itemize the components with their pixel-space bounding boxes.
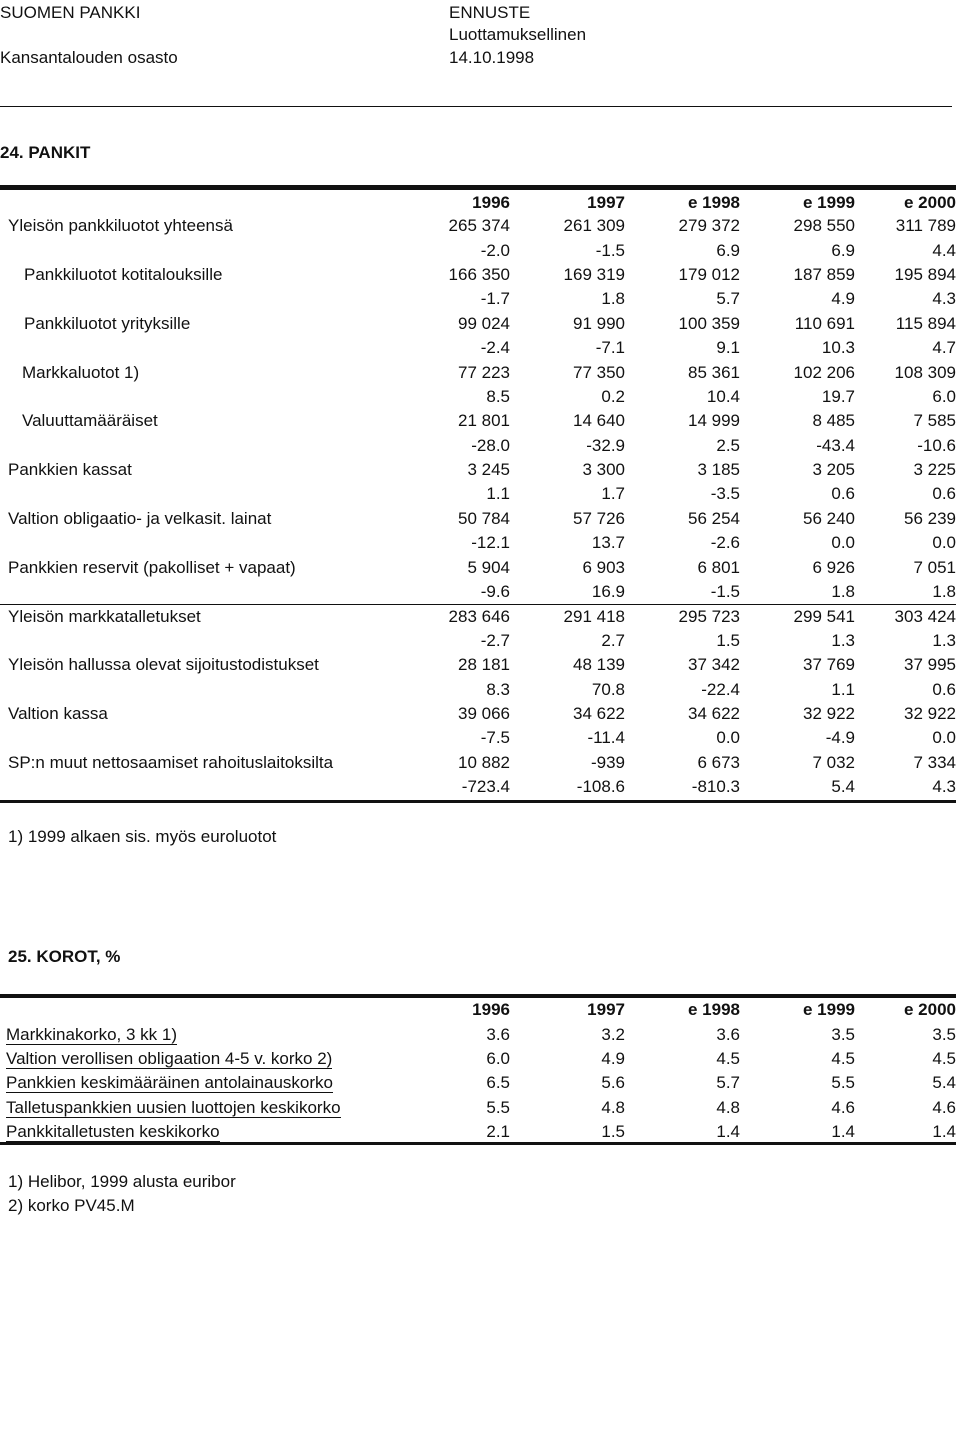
change-cell: 6.0 [932,386,956,406]
change-row [0,629,956,653]
value-cell: 57 726 [573,508,625,528]
change-row [0,482,956,506]
banks-table [0,192,956,799]
empty-label-cell [0,629,408,653]
value-cell: 1.4 [716,1122,740,1142]
empty-label-cell [0,677,408,701]
empty-label-cell [0,580,408,604]
row-label: Valtion obligaatio- ja velkasit. lainat [8,508,272,528]
change-cell: 10.3 [821,338,855,358]
value-cell: 3 185 [697,460,740,480]
change-cell: -1.5 [710,581,740,601]
value-cell: 6 673 [697,752,740,772]
value-cell: 5.4 [932,1073,956,1093]
change-cell: -11.4 [587,728,625,748]
value-cell: 1.4 [831,1122,855,1142]
value-cell: 5.7 [716,1073,740,1093]
value-cell: 21 801 [458,411,510,431]
row-label: Pankkiluotot kotitalouksille [24,264,223,284]
section-25-title: 25. KOROT, % [8,947,121,966]
change-cell: -3.5 [710,484,740,504]
table-row [0,409,956,433]
value-cell: 7 032 [812,752,855,772]
change-cell: 0.6 [932,484,956,504]
value-cell: 295 723 [625,604,740,628]
change-cell: -32.9 [586,435,625,455]
table-row [0,1022,956,1046]
row-label: Pankkien reservit (pakolliset + vapaat) [8,557,296,577]
change-cell: 4.9 [831,289,855,309]
value-cell: 4.5 [831,1048,855,1068]
header-rule [0,106,952,107]
table-row [0,1071,956,1095]
value-cell: 5.5 [486,1097,510,1117]
section-24-top-rule [0,185,956,190]
row-label-cell [0,1071,408,1095]
column-header: 1996 [472,193,510,212]
value-cell: 56 239 [904,508,956,528]
change-cell: 0.6 [932,679,956,699]
value-cell: 1.5 [601,1122,625,1142]
value-cell: 77 223 [458,362,510,382]
table-row [0,702,956,726]
change-cell: 0.2 [601,386,625,406]
org-name: SUOMEN PANKKI [0,3,141,22]
value-cell: 2.1 [486,1122,510,1142]
column-header: e 2000 [904,1000,956,1020]
value-cell: 100 359 [678,313,740,333]
change-row [0,580,956,604]
change-cell: -4.9 [825,728,855,748]
change-row [0,531,956,555]
value-cell: 1.4 [932,1122,956,1142]
value-cell: 7 334 [913,752,956,772]
change-row [0,677,956,701]
value-cell: 3 205 [812,460,855,480]
value-cell: 4.9 [601,1048,625,1068]
value-cell: 34 622 [688,704,740,723]
rates-table-body [0,1022,956,1144]
value-cell: 110 691 [794,313,855,333]
change-cell: 0.0 [716,728,740,748]
row-label: Markkinakorko, 3 kk 1) [6,1024,177,1044]
empty-label-cell [0,385,408,409]
change-cell: 2.7 [601,630,625,650]
value-cell: 279 372 [678,216,740,236]
empty-label-cell [0,238,408,262]
empty-label-cell [0,531,408,555]
classification: Luottamuksellinen [449,25,587,44]
banks-table-header [0,192,956,214]
footnote: 1) 1999 alkaen sis. myös euroluotot [8,827,277,846]
column-header: 1996 [472,1000,510,1020]
value-cell: 6 903 [582,557,625,577]
table-row [0,214,956,238]
change-cell: -1.7 [480,289,510,309]
value-cell: 179 012 [678,264,740,284]
value-cell: 48 139 [573,655,625,675]
change-cell: 0.0 [932,728,956,748]
change-cell: -10.6 [917,435,956,455]
value-cell: 5.6 [601,1073,625,1093]
value-cell: 85 361 [688,362,740,382]
value-cell: 265 374 [448,216,510,236]
document-type: ENNUSTE [449,3,531,22]
value-cell: 77 350 [573,362,625,382]
value-cell: 283 646 [408,604,510,628]
value-cell: 291 418 [510,604,625,628]
empty-label-cell [0,726,408,750]
empty-label-cell [0,287,408,311]
column-header: e 1998 [688,1000,740,1020]
value-cell: 3 225 [913,460,956,480]
department-name: Kansantalouden osasto [0,48,178,67]
value-cell: 5 904 [467,557,510,577]
change-cell: -7.5 [480,728,510,748]
value-cell: 14 999 [688,411,740,431]
value-cell: 4.8 [716,1097,740,1117]
change-cell: 1.3 [831,630,855,650]
footnote: 1) Helibor, 1999 alusta euribor [8,1172,236,1191]
change-cell: 5.4 [831,777,855,797]
change-cell: 19.7 [821,386,855,406]
value-cell: 3.6 [716,1024,740,1044]
change-cell: 1.3 [932,630,956,650]
row-label: Valuuttamääräiset [22,411,158,431]
value-cell: 10 882 [458,752,510,772]
row-label: Yleisön pankkiluotot yhteensä [8,216,233,236]
change-row [0,726,956,750]
value-cell: 37 769 [803,655,855,675]
row-label: Valtion verollisen obligaation 4-5 v. korko 2) [6,1048,333,1068]
value-cell: 115 894 [895,313,956,333]
document-date: 14.10.1998 [449,48,535,67]
column-header: e 2000 [904,193,956,212]
change-cell: -108.6 [576,777,625,797]
value-cell: 14 640 [573,411,625,431]
change-row [0,336,956,360]
table-row [0,360,956,384]
change-cell: -2.7 [480,630,510,650]
row-label: Pankkitalletusten keskikorko [6,1122,220,1142]
row-label: Pankkien keskimääräinen antolainauskorko [6,1073,333,1093]
value-cell: 91 990 [573,313,625,333]
value-cell: 3.5 [932,1024,956,1044]
header-label-cell [0,192,408,214]
value-cell: -939 [590,752,625,772]
change-cell: -9.6 [480,581,510,601]
value-cell: 187 859 [793,264,855,284]
change-row [0,434,956,458]
change-cell: -810.3 [691,777,740,797]
value-cell: 37 995 [904,655,956,675]
change-cell: 0.6 [831,484,855,504]
table-row [0,312,956,336]
change-cell: 5.7 [716,289,740,309]
empty-label-cell [0,336,408,360]
table-row [0,604,956,628]
value-cell: 3 300 [582,460,625,480]
value-cell: 4.8 [601,1097,625,1117]
empty-label-cell [0,434,408,458]
value-cell: 37 342 [688,655,740,675]
value-cell: 34 622 [573,704,625,723]
row-label: Talletuspankkien uusien luottojen keskikorko [6,1097,341,1117]
change-cell: 6.9 [831,240,855,260]
section-24-bottom-rule [0,800,956,803]
interest-rates-table [0,998,956,1144]
change-cell: -22.4 [701,679,740,699]
change-cell: 13.7 [591,533,625,553]
change-cell: 9.1 [716,338,740,358]
value-cell: 7 585 [913,411,956,431]
change-cell: 16.9 [591,581,625,601]
value-cell: 3 245 [467,460,510,480]
column-header: e 1998 [688,193,740,212]
change-cell: 4.4 [932,240,956,260]
value-cell: 4.6 [932,1097,956,1117]
value-cell: 169 319 [563,264,625,284]
change-cell: 0.0 [831,533,855,553]
empty-label-cell [0,482,408,506]
change-cell: 2.5 [716,435,740,455]
change-cell: 70.8 [591,679,625,699]
footnote: 2) korko PV45.M [8,1196,135,1215]
change-cell: 6.9 [716,240,740,260]
value-cell: 5.5 [831,1073,855,1093]
value-cell: 6.5 [486,1073,510,1093]
table-row [0,458,956,482]
value-cell: 50 784 [458,508,510,528]
row-label-cell [0,1096,408,1120]
value-cell: 39 066 [458,704,510,723]
header-label-cell [0,998,408,1022]
table-row [0,555,956,579]
value-cell: 28 181 [458,655,510,675]
value-cell: 8 485 [812,411,855,431]
change-cell: -1.5 [595,240,625,260]
value-cell: 56 254 [688,508,740,528]
change-cell: -723.4 [461,777,510,797]
value-cell: 4.5 [716,1048,740,1068]
change-cell: 8.3 [486,679,510,699]
change-cell: -43.4 [816,435,855,455]
change-cell: 1.8 [601,289,625,309]
value-cell: 3.5 [831,1024,855,1044]
column-header: e 1999 [803,1000,855,1020]
value-cell: 102 206 [793,362,855,382]
table-row [0,751,956,775]
change-cell: 0.0 [932,533,956,553]
change-cell: 4.3 [932,777,956,797]
value-cell: 7 051 [913,557,956,577]
row-label: SP:n muut nettosaamiset rahoituslaitoksilta [8,752,334,772]
change-cell: -7.1 [595,338,625,358]
value-cell: 32 922 [904,704,956,723]
row-label: Valtion kassa [8,704,108,723]
change-cell: -28.0 [471,435,510,455]
value-cell: 4.5 [932,1048,956,1068]
table-row [0,507,956,531]
value-cell: 299 541 [740,604,855,628]
value-cell: 6.0 [486,1048,510,1068]
change-cell: 4.7 [932,338,956,358]
change-cell: 1.1 [831,679,855,699]
value-cell: 3.6 [486,1024,510,1044]
change-cell: 10.4 [706,386,740,406]
value-cell: 4.6 [831,1097,855,1117]
change-cell: 1.5 [716,630,740,650]
change-cell: -2.6 [710,533,740,553]
row-label: Yleisön hallussa olevat sijoitustodistukset [8,655,319,675]
value-cell: 6 926 [812,557,855,577]
value-cell: 108 309 [894,362,956,382]
row-label: Pankkiluotot yrityksille [24,313,191,333]
section-24-title: 24. PANKIT [0,143,91,162]
table-row [0,1047,956,1071]
value-cell: 298 550 [793,216,855,236]
change-cell: -12.1 [471,533,510,553]
table-row [0,263,956,287]
value-cell: 6 801 [697,557,740,577]
banks-table-body [0,214,956,799]
value-cell: 32 922 [803,704,855,723]
change-cell: 4.3 [932,289,956,309]
change-cell: 8.5 [486,386,510,406]
row-label-cell [0,1047,408,1071]
rates-table-header [0,998,956,1022]
value-cell: 3.2 [601,1024,625,1044]
value-cell: 311 789 [895,216,956,236]
change-cell: 1.8 [831,581,855,601]
section-25-bottom-rule [0,1142,956,1145]
change-row [0,775,956,799]
row-label: Pankkien kassat [8,460,132,480]
table-row [0,1096,956,1120]
change-cell: -2.0 [480,240,510,260]
change-row [0,238,956,262]
value-cell: 56 240 [803,508,855,528]
value-cell: 99 024 [458,313,510,333]
row-label: Yleisön markkatalletukset [0,604,408,628]
row-label: Markkaluotot 1) [22,362,140,382]
column-header: 1997 [587,1000,625,1020]
row-label-cell [0,1022,408,1046]
table-row [0,1120,956,1144]
change-cell: 1.1 [486,484,510,504]
value-cell: 261 309 [563,216,625,236]
value-cell: 166 350 [448,264,510,284]
empty-label-cell [0,775,408,799]
change-cell: -2.4 [480,338,510,358]
row-label-cell [0,1120,408,1144]
change-cell: 1.8 [932,581,956,601]
value-cell: 195 894 [894,264,956,284]
change-row [0,385,956,409]
column-header: 1997 [587,193,625,212]
change-row [0,287,956,311]
value-cell: 303 424 [855,604,956,628]
change-cell: 1.7 [601,484,625,504]
column-header: e 1999 [803,193,855,212]
table-row [0,653,956,677]
